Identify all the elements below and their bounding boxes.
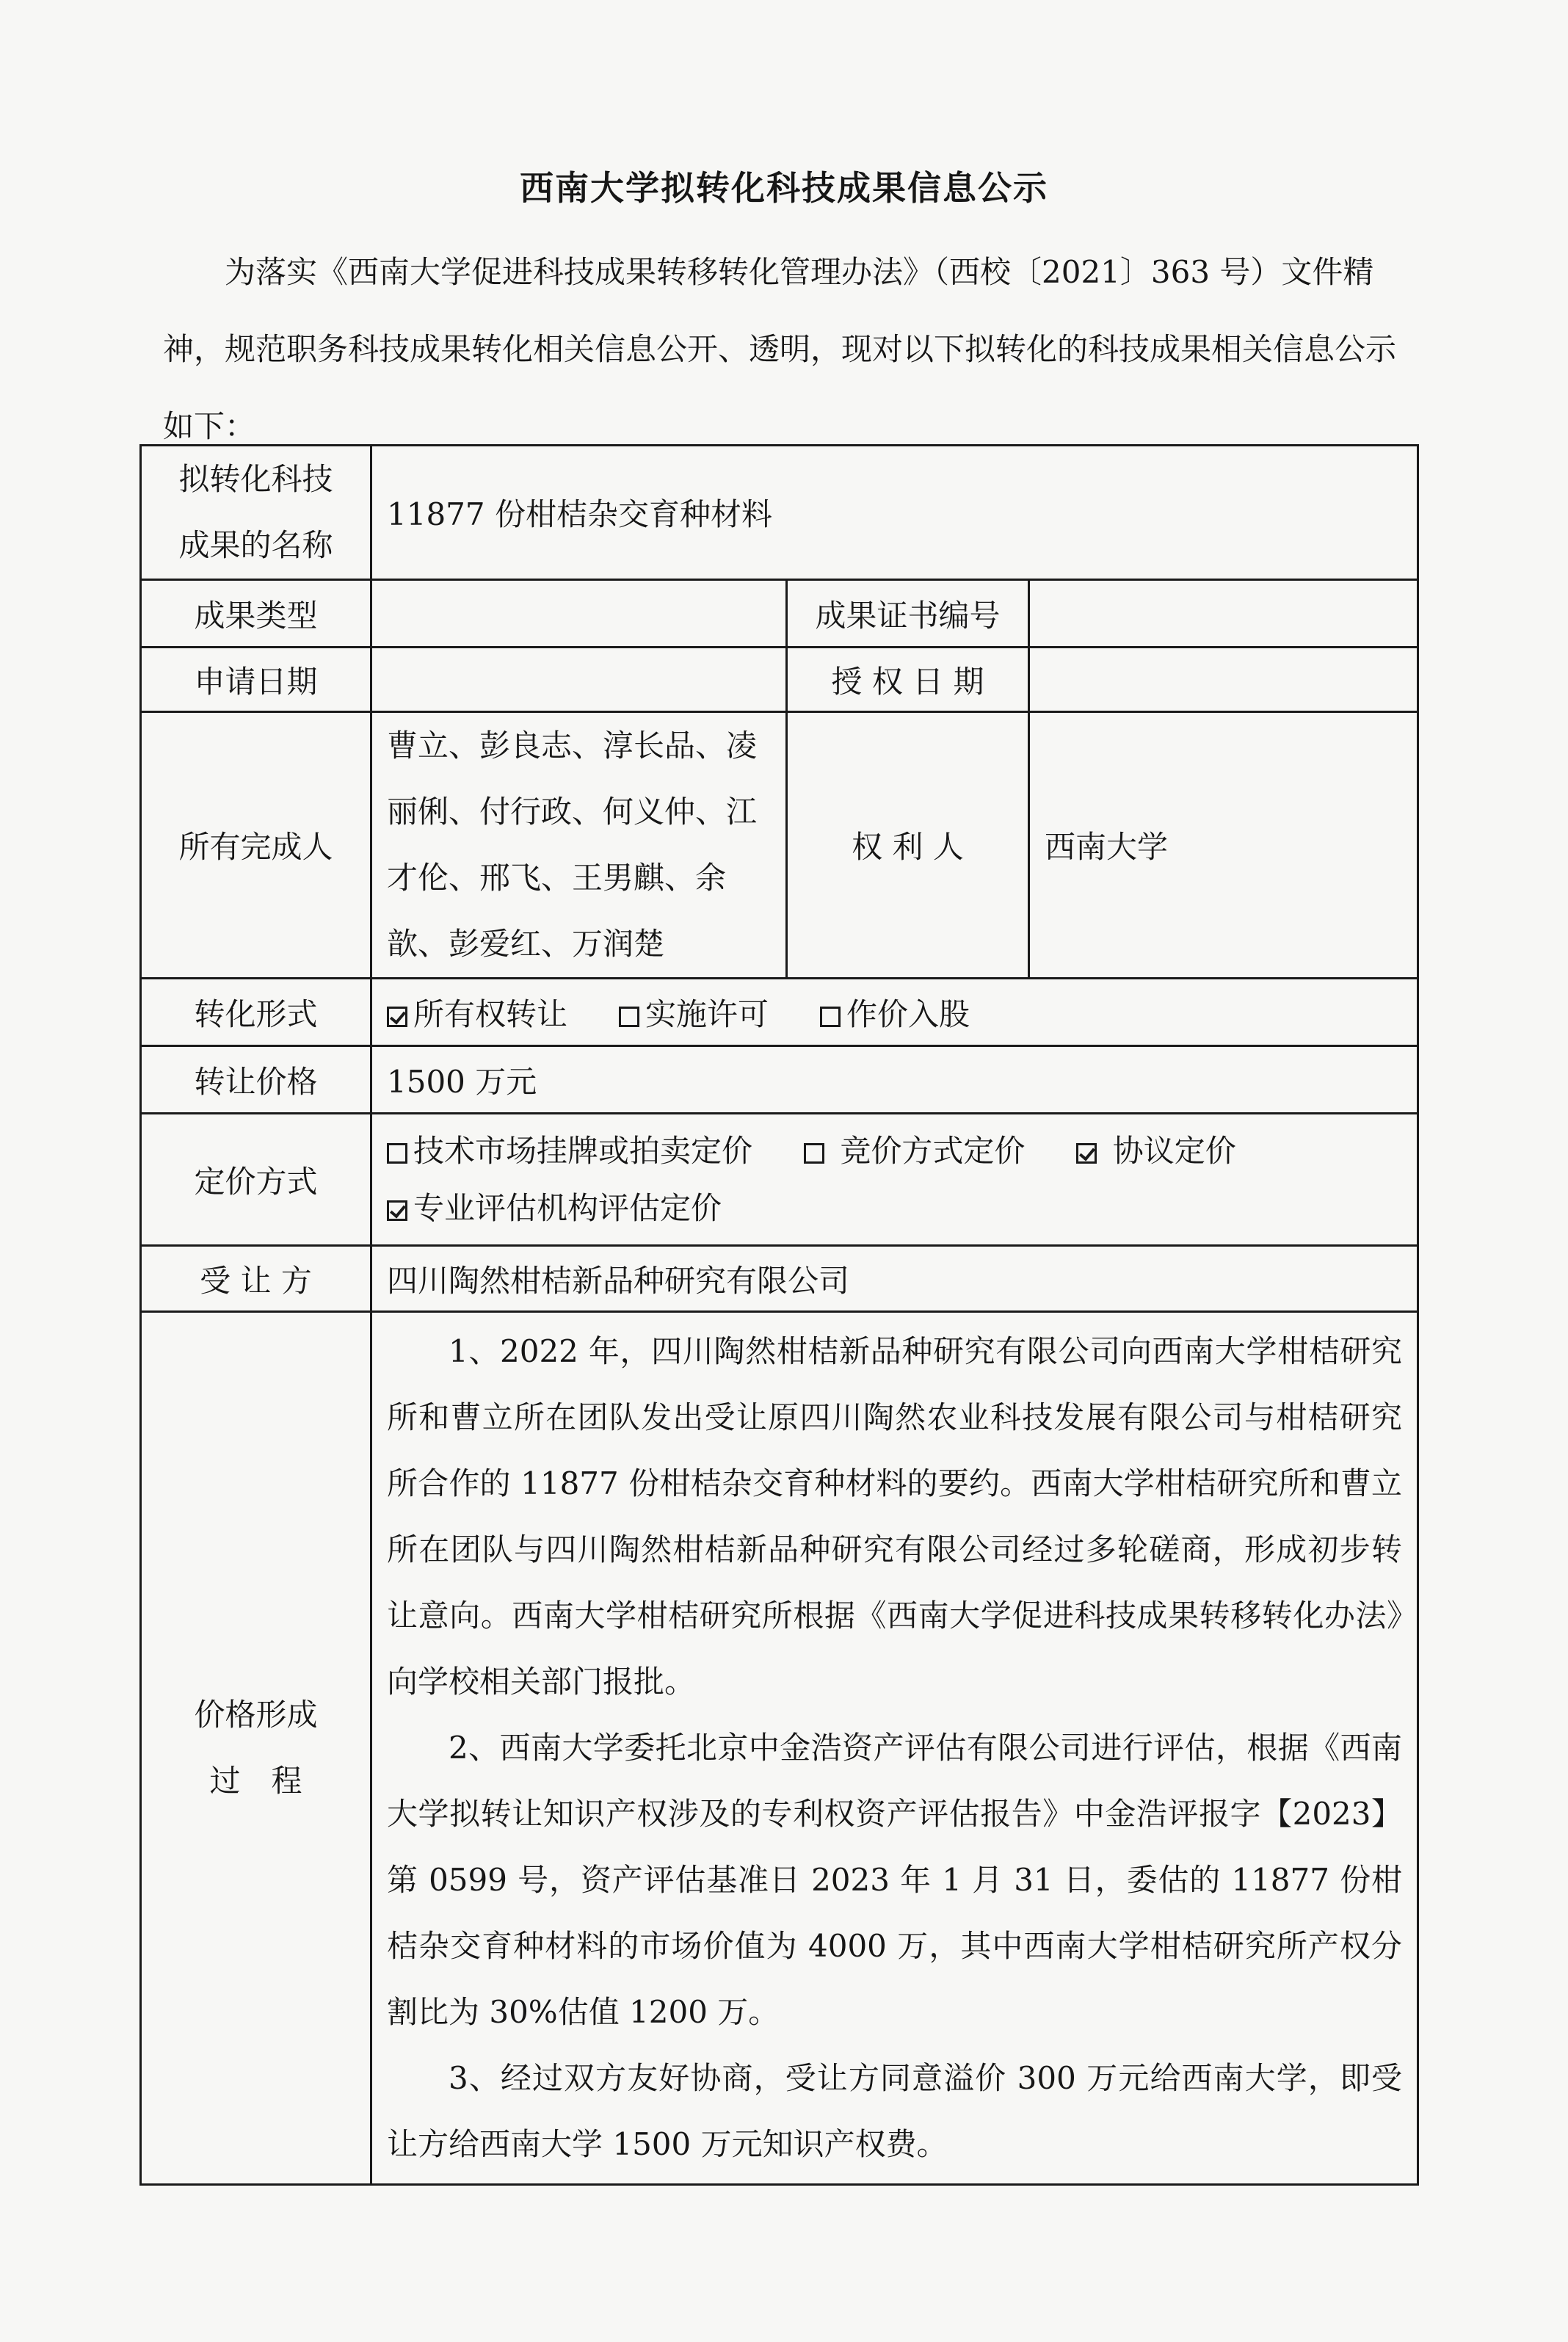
pricing-option-agreement: 协议定价 [1076, 1123, 1235, 1180]
process-paragraph-2: 2、西南大学委托北京中金浩资产评估有限公司进行评估，根据《西南大学拟转让知识产权涉及的专利权资产评估报告》中金浩评报字【2023】第 0599 号，资产评估基准日 2023 年 1 月 31 日，委估的 11877 份柑桔杂交育种材料的市场价值为 4000 万，其中西南大学柑桔研究所产权分割比为 30%估值 1200 万。 [387, 1730, 1403, 2030]
name-value: 11877 份柑桔杂交育种材料 [371, 446, 1418, 580]
pricing-option-appraisal: 专业评估机构评估定价 [387, 1180, 722, 1237]
pricing-option-market: 技术市场挂牌或拍卖定价 [387, 1123, 752, 1180]
checkbox-empty-icon [820, 1007, 841, 1027]
form-option-ownership: 所有权转让 [387, 990, 567, 1034]
cert-value [1029, 580, 1418, 648]
info-table [139, 444, 1419, 2186]
form-option-license: 实施许可 [619, 990, 769, 1034]
owner-value: 西南大学 [1029, 712, 1418, 979]
name-label: 拟转化科技成果的名称 [141, 446, 371, 580]
type-label: 成果类型 [141, 580, 371, 648]
process-paragraph-1: 1、2022 年，四川陶然柑桔新品种研究有限公司向西南大学柑桔研究所和曹立所在团队发出受让原四川陶然农业科技发展有限公司与柑桔研究所合作的 11877 份柑桔杂交育种材料的要约。西南大学柑桔研究所和曹立所在团队与四川陶然柑桔新品种研究有限公司经过多轮磋商，形成初步转让意向。西南大学柑桔研究所根据《西南大学促进科技成果转移转化办法》向学校相关部门报批。 [387, 1333, 1403, 1700]
row-type [141, 580, 1418, 648]
row-pricing [141, 1114, 1418, 1246]
price-label: 转让价格 [141, 1046, 371, 1114]
checkbox-empty-icon [804, 1143, 824, 1164]
buyer-label: 受 让 方 [141, 1246, 371, 1312]
process-paragraph-3: 3、经过双方友好协商，受让方同意溢价 300 万元给西南大学，即受让方给西南大学 1500 万元知识产权费。 [387, 2060, 1403, 2162]
grant-label: 授 权 日 期 [787, 648, 1029, 712]
price-value: 1500 万元 [371, 1046, 1418, 1114]
pricing-label: 定价方式 [141, 1114, 371, 1246]
form-option-equity: 作价入股 [820, 990, 970, 1034]
owner-label: 权 利 人 [787, 712, 1029, 979]
apply-label: 申请日期 [141, 648, 371, 712]
document-title: 西南大学拟转化科技成果信息公示 [520, 168, 1048, 208]
buyer-value: 四川陶然柑桔新品种研究有限公司 [371, 1246, 1418, 1312]
row-dates [141, 648, 1418, 712]
form-label: 转化形式 [141, 979, 371, 1046]
checkbox-empty-icon [387, 1143, 407, 1164]
row-people [141, 712, 1418, 979]
apply-value [371, 648, 787, 712]
cert-label: 成果证书编号 [787, 580, 1029, 648]
process-label: 价格形成过 程 [141, 1312, 371, 2185]
checkbox-checked-icon [387, 1200, 407, 1221]
checkbox-empty-icon [619, 1007, 639, 1027]
pricing-options [371, 1114, 1418, 1246]
type-value [371, 580, 787, 648]
grant-value [1029, 648, 1418, 712]
people-label: 所有完成人 [141, 712, 371, 979]
row-price [141, 1046, 1418, 1114]
intro-paragraph: 为落实《西南大学促进科技成果转移转化管理办法》（西校〔2021〕363 号）文件精神，规范职务科技成果转化相关信息公开、透明，现对以下拟转化的科技成果相关信息公示如下： [163, 254, 1397, 444]
row-process [141, 1312, 1418, 2185]
process-text [371, 1312, 1418, 2185]
people-value: 曹立、彭良志、淳长品、凌丽俐、付行政、何义仲、江才伦、邢飞、王男麒、余歆、彭爱红、万润楚 [371, 712, 787, 979]
pricing-option-bidding: 竞价方式定价 [804, 1123, 1025, 1180]
checkbox-checked-icon [1076, 1143, 1097, 1164]
checkbox-checked-icon [387, 1007, 407, 1027]
row-form [141, 979, 1418, 1046]
form-options [371, 979, 1418, 1046]
row-name [141, 446, 1418, 580]
row-buyer [141, 1246, 1418, 1312]
